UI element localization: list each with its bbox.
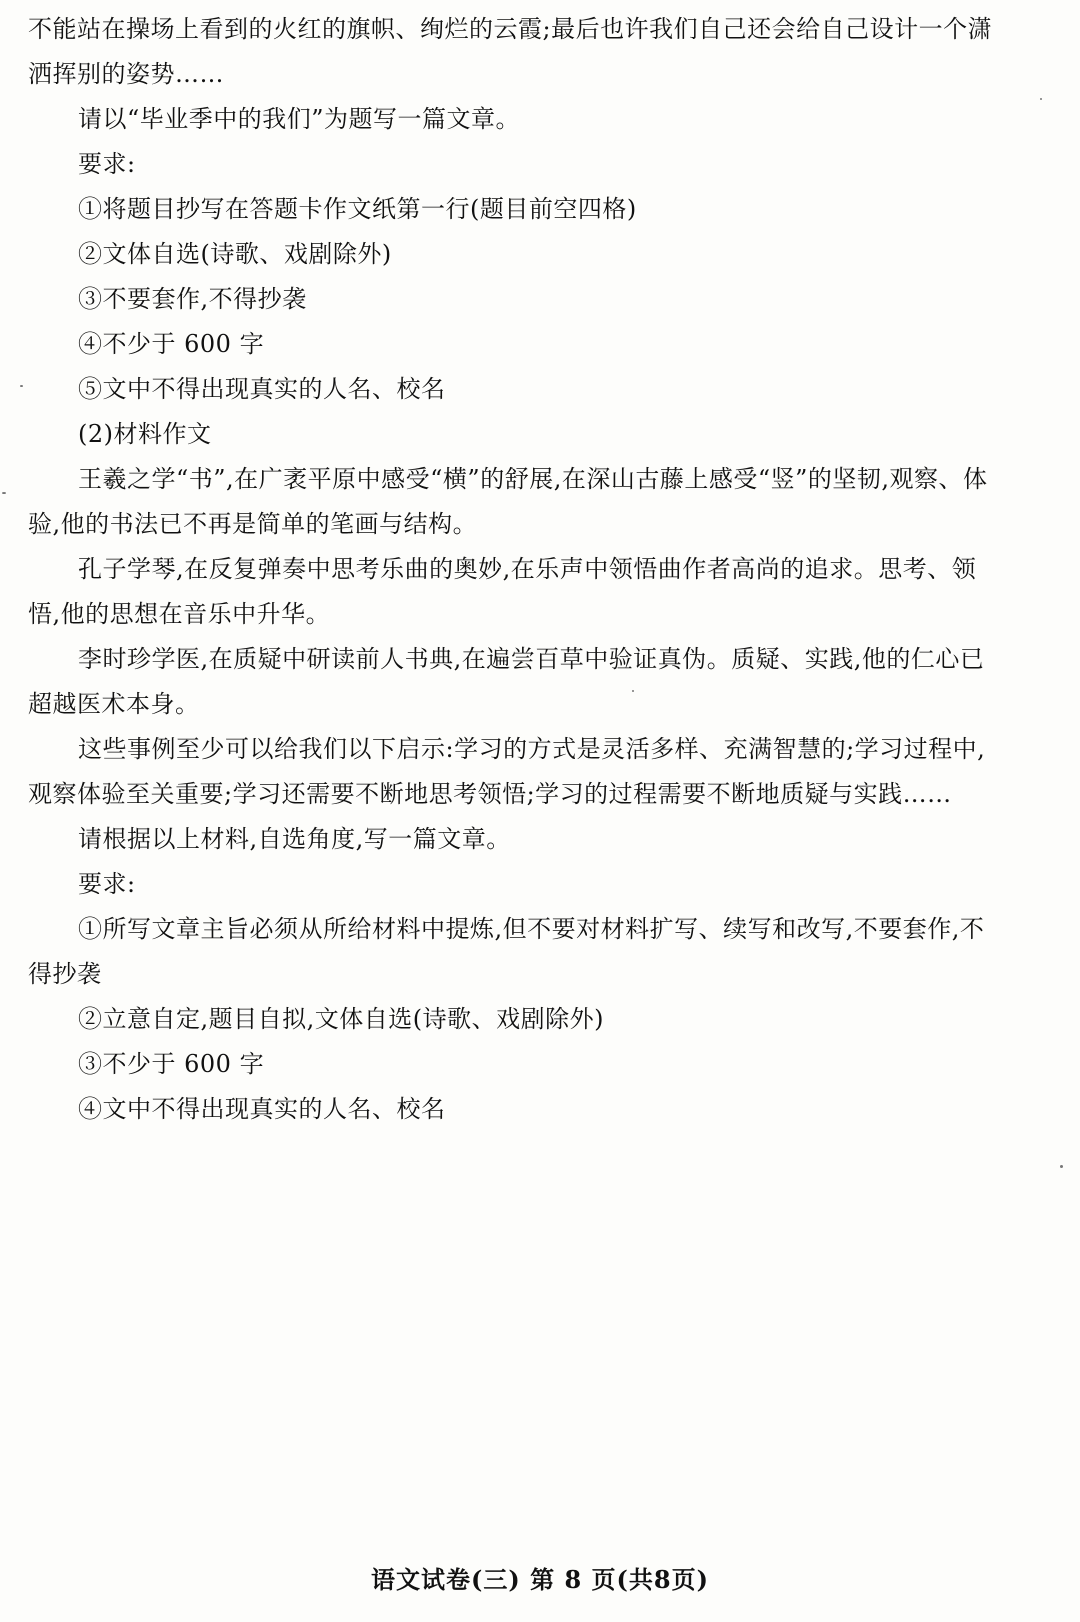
- requirement-item: ③不少于 600 字: [78, 1050, 265, 1078]
- scan-speck: [632, 690, 634, 692]
- requirement-item: ⑤文中不得出现真实的人名、校名: [78, 375, 446, 403]
- text-line: 请根据以上材料,自选角度,写一篇文章。: [78, 825, 511, 853]
- text-line: 这些事例至少可以给我们以下启示:学习的方式是灵活多样、充满智慧的;学习过程中,: [78, 735, 986, 763]
- text-line: 观察体验至关重要;学习还需要不断地思考领悟;学习的过程需要不断地质疑与实践……: [28, 780, 952, 808]
- requirement-item: ②立意自定,题目自拟,文体自选(诗歌、戏剧除外): [78, 1005, 604, 1033]
- scan-speck: [1040, 98, 1042, 100]
- text-line: 验,他的书法已不再是简单的笔画与结构。: [28, 510, 478, 538]
- requirement-item: ④不少于 600 字: [78, 330, 265, 358]
- requirement-item: ④文中不得出现真实的人名、校名: [78, 1095, 446, 1123]
- text-line: 悟,他的思想在音乐中升华。: [28, 600, 331, 628]
- page-footer: 语文试卷(三) 第 8 页(共8页): [371, 1565, 709, 1594]
- text-line: 孔子学琴,在反复弹奏中思考乐曲的奥妙,在乐声中领悟曲作者高尚的追求。思考、领: [78, 555, 977, 583]
- scan-speck: [2, 492, 6, 494]
- text-line: 王羲之学“书”,在广袤平原中感受“横”的舒展,在深山古藤上感受“竖”的坚韧,观察、体: [78, 465, 988, 493]
- requirement-item: ③不要套作,不得抄袭: [78, 285, 307, 313]
- text-line: 得抄袭: [28, 960, 102, 988]
- requirements-heading: 要求:: [78, 870, 136, 898]
- text-line: 超越医术本身。: [28, 690, 200, 718]
- requirement-item: ①将题目抄写在答题卡作文纸第一行(题目前空四格): [78, 195, 637, 223]
- text-line: 李时珍学医,在质疑中研读前人书典,在遍尝百草中验证真伪。质疑、实践,他的仁心已: [78, 645, 985, 673]
- requirement-item: ①所写文章主旨必须从所给材料中提炼,但不要对材料扩写、续写和改写,不要套作,不: [78, 915, 985, 943]
- text-line: 不能站在操场上看到的火红的旗帜、绚烂的云霞;最后也许我们自己还会给自己设计一个潇: [28, 15, 993, 43]
- scan-speck: [20, 385, 23, 387]
- section-heading: (2)材料作文: [78, 420, 212, 448]
- text-line: 请以“毕业季中的我们”为题写一篇文章。: [78, 105, 521, 133]
- text-line: 洒挥别的姿势……: [28, 60, 224, 88]
- requirements-heading: 要求:: [78, 150, 136, 178]
- requirement-item: ②文体自选(诗歌、戏剧除外): [78, 240, 392, 268]
- scan-speck: [1060, 1165, 1063, 1168]
